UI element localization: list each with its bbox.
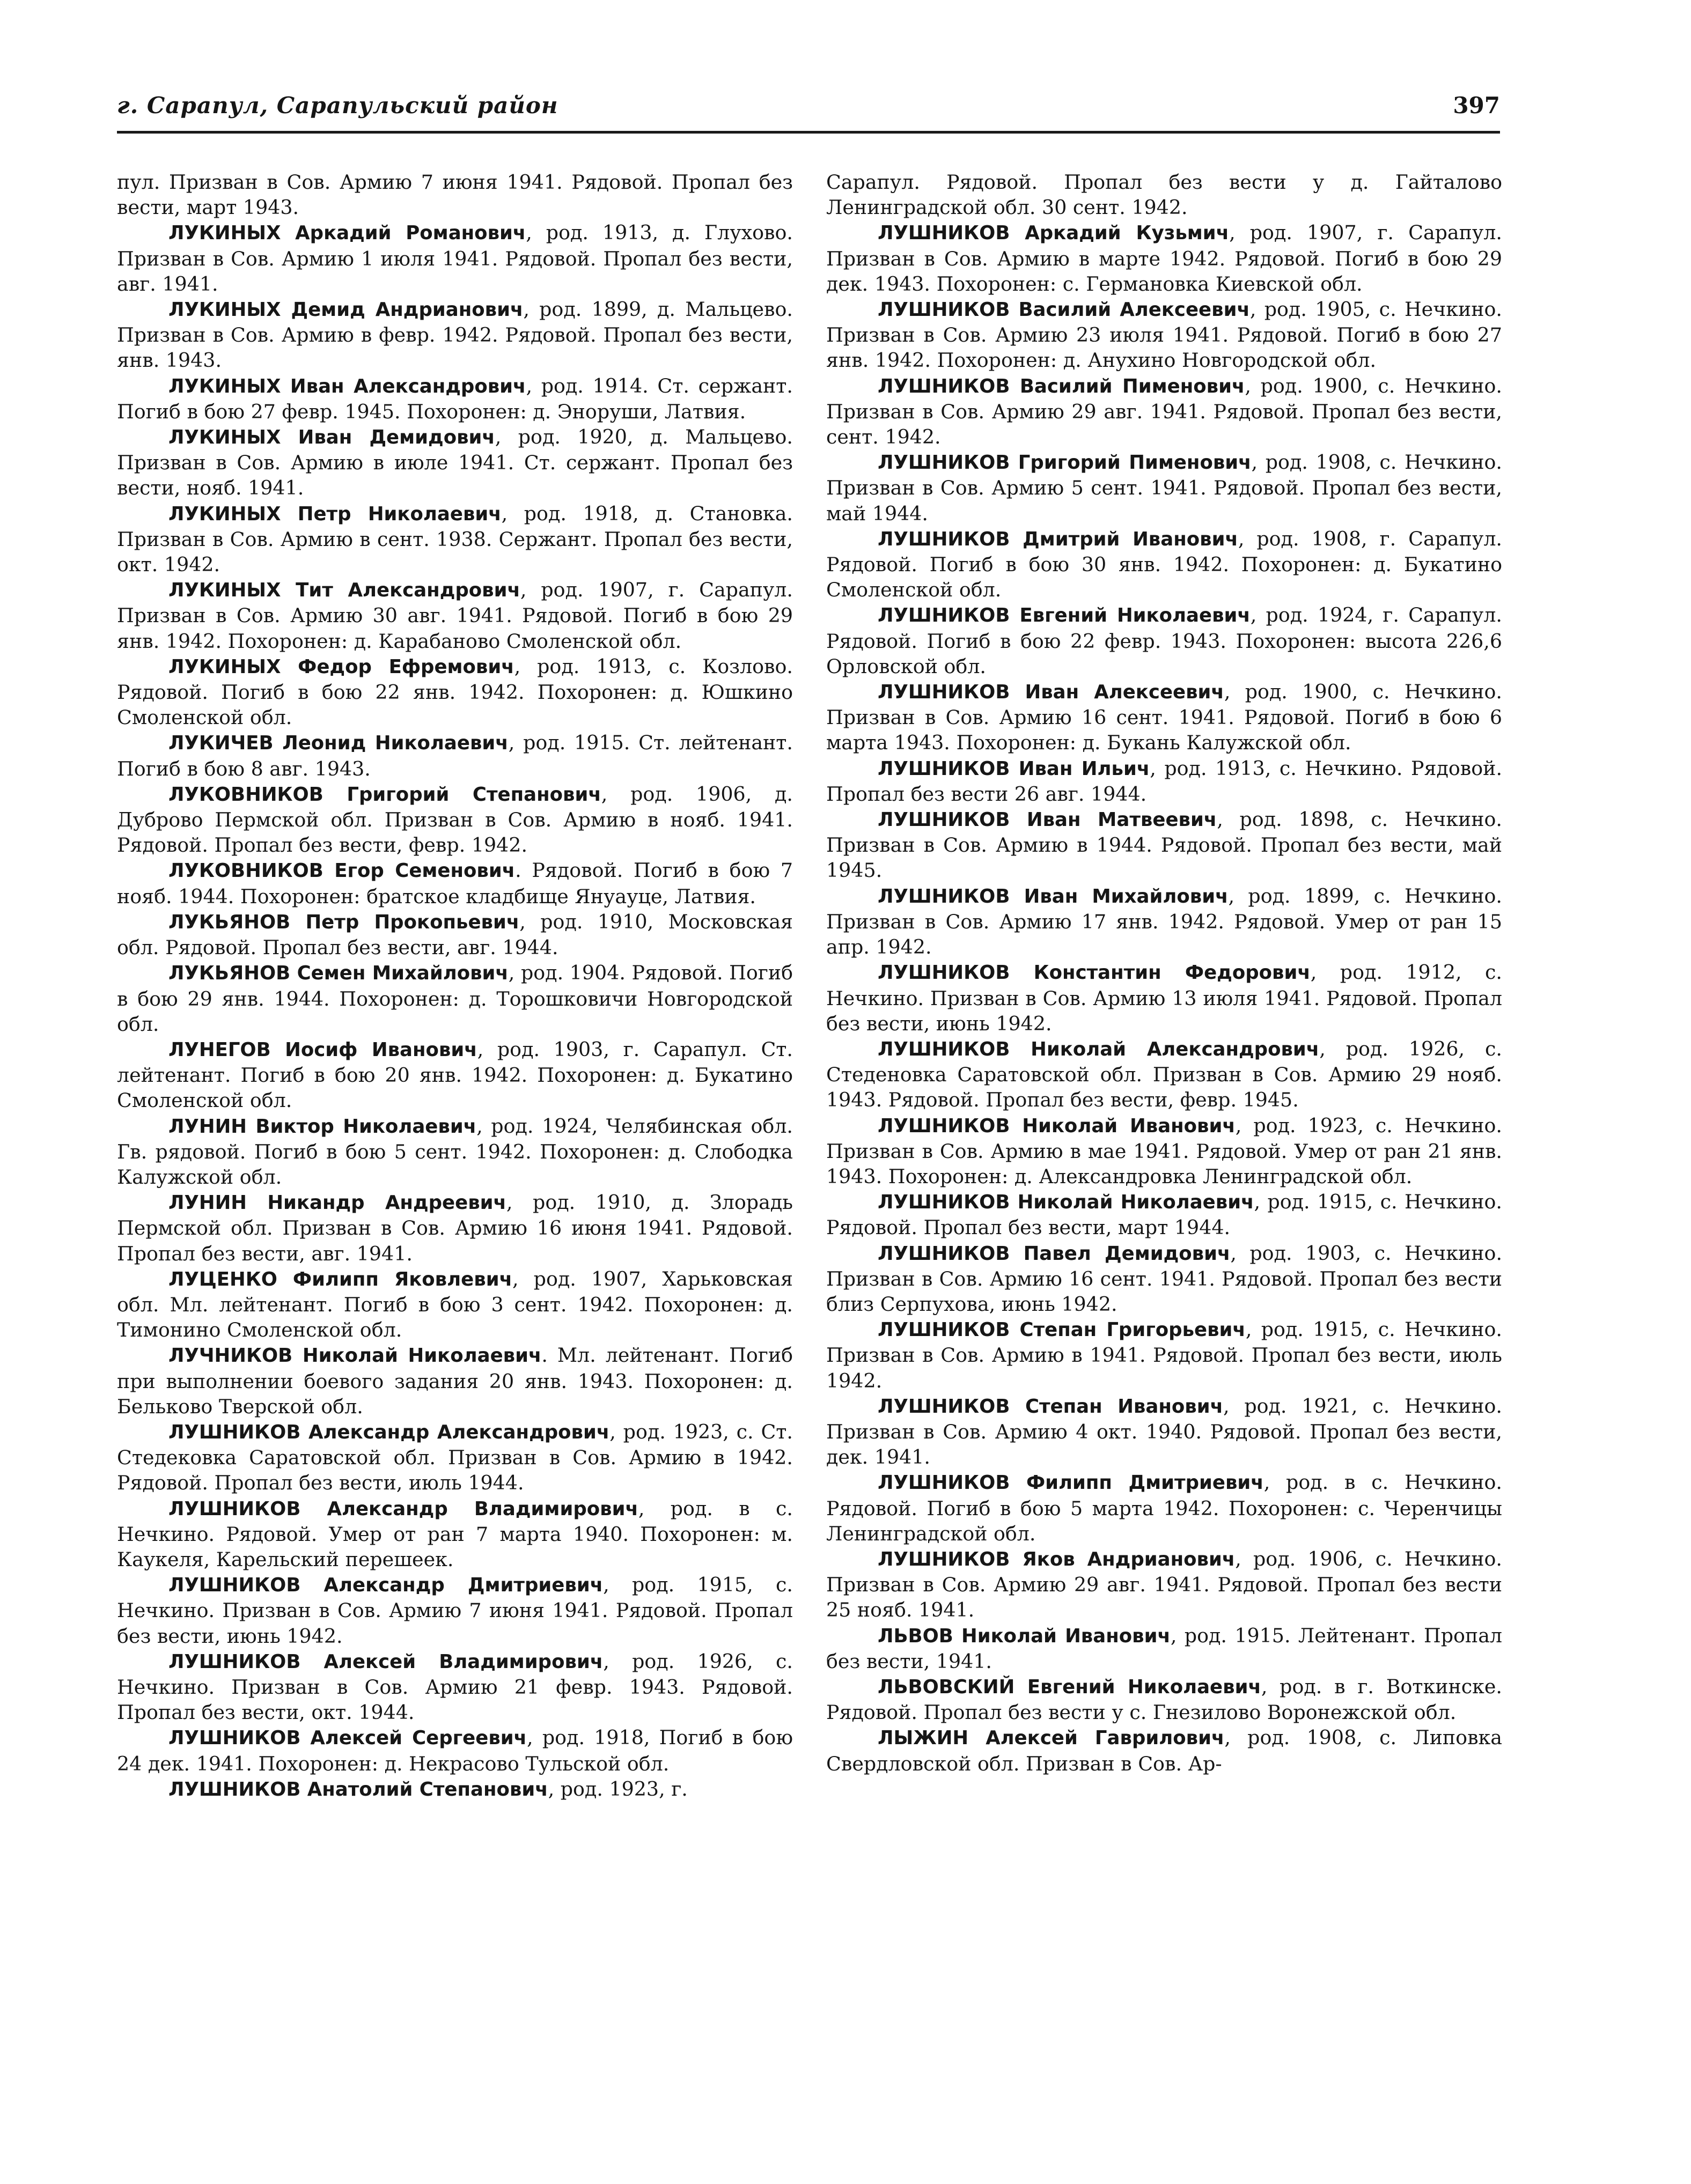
entry <box>826 756 1502 807</box>
entry-text: , род. 1915, с. Нечкино. Призван в Сов. Армию в 1941. Рядовой. Пропал без вести, июль 1942. <box>826 1318 1502 1392</box>
entry <box>826 807 1502 883</box>
entry-text: , род. 1921, с. Нечкино. Призван в Сов. Армию 4 окт. 1940. Рядовой. Пропал без вести, дек. 1941. <box>826 1394 1502 1469</box>
entry-name: ЛУШНИКОВ Александр Владимирович <box>168 1497 638 1520</box>
entry <box>826 602 1502 679</box>
entry-text: , род. 1910, Московская обл. Рядовой. Пропал без вести, авг. 1944. <box>117 910 793 960</box>
entry-text: . Мл. лейтенант. Погиб при выполнении боевого задания 20 янв. 1943. Похоронен: д. Бельково Тверской обл. <box>117 1344 793 1418</box>
entry-text: , род. 1924, г. Сарапул. Рядовой. Погиб в бою 22 февр. 1943. Похоронен: высота 226,6 Орловской обл. <box>826 603 1502 678</box>
entry-name: ЛУШНИКОВ Анатолий Степанович <box>168 1778 548 1801</box>
entry-name: ЛУШНИКОВ Василий Пименович <box>878 375 1245 397</box>
entry <box>117 220 793 297</box>
entry-text: , род. 1899, д. Мальцево. Призван в Сов. Армию в февр. 1942. Рядовой. Пропал без вести, янв. 1943. <box>117 298 793 372</box>
entry-text: , род. 1903, с. Нечкино. Призван в Сов. Армию 16 сент. 1941. Рядовой. Пропал без вести близ Серпухова, июнь 1942. <box>826 1241 1502 1316</box>
entry-text: , род. в с. Нечкино. Рядовой. Погиб в бою 5 марта 1942. Похоронен: с. Черенчицы Ленинградской обл. <box>826 1471 1502 1545</box>
entry-text: , род. 1926, с. Нечкино. Призван в Сов. Армию 21 февр. 1943. Рядовой. Пропал без вести, окт. 1944. <box>117 1649 793 1724</box>
entry <box>117 1342 793 1419</box>
entry <box>117 1266 793 1343</box>
entry <box>826 1113 1502 1190</box>
entry <box>826 169 1502 220</box>
entry <box>117 501 793 578</box>
entry-name: ЛУШНИКОВ Степан Григорьевич <box>878 1319 1246 1341</box>
entry <box>826 1674 1502 1725</box>
entry <box>117 1725 793 1776</box>
entry <box>117 1649 793 1725</box>
entry-name: ЛУШНИКОВ Алексей Сергеевич <box>168 1727 527 1750</box>
entry <box>117 373 793 424</box>
entry <box>826 960 1502 1036</box>
entry-text: , род. 1920, д. Мальцево. Призван в Сов. Армию в июле 1941. Ст. сержант. Пропал без вести, нояб. 1941. <box>117 425 793 500</box>
entry-name: ЛУКОВНИКОВ Егор Семенович <box>168 860 516 882</box>
entry <box>117 1496 793 1573</box>
entry <box>826 1546 1502 1623</box>
entry <box>826 526 1502 603</box>
entry-name: ЛУШНИКОВ Филипп Дмитриевич <box>878 1472 1264 1494</box>
entry-name: ЛУКИЧЕВ Леонид Николаевич <box>168 732 509 755</box>
entry <box>117 1572 793 1649</box>
entry-text: пул. Призван в Сов. Армию 7 июня 1941. Рядовой. Пропал без вести, март 1943. <box>117 171 793 219</box>
entry-name: ЛУШНИКОВ Иван Михайлович <box>878 885 1229 907</box>
entry-name: ЛУШНИКОВ Александр Александрович <box>168 1421 610 1443</box>
entry <box>826 373 1502 450</box>
entry <box>117 1419 793 1496</box>
entry-name: ЛУШНИКОВ Григорий Пименович <box>878 452 1252 474</box>
entry-name: ЛУНЕГОВ Иосиф Иванович <box>168 1038 477 1061</box>
entry <box>826 1317 1502 1393</box>
entry <box>117 781 793 858</box>
entry-name: ЛЬВОВ Николай Иванович <box>878 1625 1171 1647</box>
entry <box>117 858 793 909</box>
entry <box>117 297 793 373</box>
entry-name: ЛУШНИКОВ Александр Дмитриевич <box>168 1574 604 1597</box>
entry <box>117 1190 793 1266</box>
entry-text: , род. 1907, г. Сарапул. Призван в Сов. Армию в марте 1942. Рядовой. Погиб в бою 29 дек. 1943. Похоронен: с. Германовка Киевской обл. <box>826 221 1502 296</box>
entry-text: , род. 1907, г. Сарапул. Призван в Сов. Армию 30 авг. 1941. Рядовой. Погиб в бою 29 янв. 1942. Похоронен: д. Карабаново Смоленской обл. <box>117 578 793 653</box>
entry-name: ЛУШНИКОВ Дмитрий Иванович <box>878 528 1238 550</box>
entry-name: ЛЫЖИН Алексей Гаврилович <box>878 1727 1225 1750</box>
page-number: 397 <box>1453 92 1500 119</box>
entry-text: , род. 1918, Погиб в бою 24 дек. 1941. Похоронен: д. Некрасово Тульской обл. <box>117 1726 793 1775</box>
entry-text: , род. 1904. Рядовой. Погиб в бою 29 янв. 1944. Похоронен: д. Торошковичи Новгородской обл. <box>117 961 793 1036</box>
entry <box>826 449 1502 526</box>
entry-text: , род. 1910, д. Злорадь Пермской обл. Призван в Сов. Армию 16 июня 1941. Рядовой. Пропал без вести, авг. 1941. <box>117 1191 793 1265</box>
entry <box>826 1393 1502 1470</box>
entry-text: , род. 1908, с. Нечкино. Призван в Сов. Армию 5 сент. 1941. Рядовой. Пропал без вести, май 1944. <box>826 451 1502 525</box>
entry <box>117 960 793 1037</box>
entry-name: ЛУШНИКОВ Евгений Николаевич <box>878 604 1251 627</box>
entry <box>826 220 1502 297</box>
page-header <box>117 92 1500 134</box>
entry <box>826 1036 1502 1113</box>
entry <box>826 883 1502 960</box>
entry-text: , род. 1906, д. Дуброво Пермской обл. Призван в Сов. Армию в нояб. 1941. Рядовой. Пропал без вести, февр. 1942. <box>117 782 793 857</box>
entry-text: , род. 1915, с. Нечкино. Призван в Сов. Армию 7 июня 1941. Рядовой. Пропал без вести, июнь 1942. <box>117 1573 793 1648</box>
entry-text: , род. в с. Нечкино. Рядовой. Умер от ран 7 марта 1940. Похоронен: м. Каукеля, Карельский перешеек. <box>117 1496 793 1571</box>
entry-name: ЛУКИНЫХ Иван Александрович <box>168 375 526 397</box>
entry <box>826 1241 1502 1317</box>
entry-name: ЛУКИНЫХ Петр Николаевич <box>168 503 502 525</box>
entry <box>117 424 793 501</box>
entry-name: ЛУШНИКОВ Николай Николаевич <box>878 1191 1254 1214</box>
entry-text: , род. 1903, г. Сарапул. Ст. лейтенант. Погиб в бою 20 янв. 1942. Похоронен: д. Букатино Смоленской обл. <box>117 1037 793 1112</box>
entry-text: , род. 1908, с. Липовка Свердловской обл. Призван в Сов. Ар- <box>826 1726 1502 1775</box>
entry-text: , род. 1923, г. <box>548 1777 688 1801</box>
entry-name: ЛУШНИКОВ Аркадий Кузьмич <box>878 222 1230 245</box>
entry-text: Сарапул. Рядовой. Пропал без вести у д. Гайталово Ленинградской обл. 30 сент. 1942. <box>826 171 1502 219</box>
entry-text: , род. 1906, с. Нечкино. Призван в Сов. Армию 29 авг. 1941. Рядовой. Пропал без вести 25 нояб. 1941. <box>826 1547 1502 1622</box>
entry <box>117 1776 793 1802</box>
entry-text: , род. 1923, с. Нечкино. Призван в Сов. Армию в мае 1941. Рядовой. Умер от ран 21 янв. 1943. Похоронен: д. Александровка Ленинградской обл. <box>826 1113 1502 1188</box>
entry <box>826 297 1502 373</box>
entry-text: , род. 1899, с. Нечкино. Призван в Сов. Армию 17 янв. 1942. Рядовой. Умер от ран 15 апр. 1942. <box>826 884 1502 959</box>
entry-name: ЛУКОВНИКОВ Григорий Степанович <box>168 783 601 806</box>
left-column <box>117 169 793 2165</box>
entry-name: ЛУКЬЯНОВ Семен Михайлович <box>168 962 509 985</box>
entry-name: ЛУКИНЫХ Иван Демидович <box>168 426 495 449</box>
entry-text: , род. 1915, с. Нечкино. Рядовой. Пропал без вести, март 1944. <box>826 1190 1502 1239</box>
entry-name: ЛУШНИКОВ Константин Федорович <box>878 962 1311 984</box>
entry-text: , род. 1918, д. Становка. Призван в Сов. Армию в сент. 1938. Сержант. Пропал без вести, окт. 1942. <box>117 501 793 577</box>
entry-name: ЛУКИНЫХ Тит Александрович <box>168 579 520 602</box>
entry-text: , род. 1900, с. Нечкино. Призван в Сов. Армию 16 сент. 1941. Рядовой. Погиб в бою 6 марта 1943. Похоронен: д. Букань Калужской обл. <box>826 680 1502 755</box>
entry-name: ЛУКИНЫХ Демид Андрианович <box>168 299 524 321</box>
entry <box>826 1470 1502 1546</box>
entry <box>826 1725 1502 1776</box>
entry-name: ЛУШНИКОВ Иван Матвеевич <box>878 809 1217 831</box>
entry-name: ЛУКИНЫХ Федор Ефремович <box>168 655 514 678</box>
running-title: г. Сарапул, Сарапульский район <box>117 92 558 119</box>
entry <box>117 730 793 781</box>
entry-name: ЛУШНИКОВ Павел Демидович <box>878 1242 1231 1265</box>
entry-name: ЛУШНИКОВ Николай Иванович <box>878 1115 1236 1137</box>
entry <box>826 679 1502 756</box>
entry-text: , род. 1923, с. Ст. Стедековка Саратовской обл. Призван в Сов. Армию в 1942. Рядовой. Пропал без вести, июль 1944. <box>117 1420 793 1495</box>
entry-text: , род. 1914. Ст. сержант. Погиб в бою 27 февр. 1945. Похоронен: д. Эноруши, Латвия. <box>117 374 793 423</box>
entry-text: , род. 1913, с. Нечкино. Рядовой. Пропал без вести 26 авг. 1944. <box>826 756 1502 806</box>
entry <box>117 169 793 220</box>
entry-name: ЛУНИН Виктор Николаевич <box>168 1115 477 1138</box>
entry-text: , род. 1913, д. Глухово. Призван в Сов. Армию 1 июля 1941. Рядовой. Пропал без вести, авг. 1941. <box>117 221 793 296</box>
entry-name: ЛУШНИКОВ Алексей Владимирович <box>168 1650 604 1673</box>
entry-text: , род. 1924, Челябинская обл. Гв. рядовой. Погиб в бою 5 сент. 1942. Похоронен: д. Слободка Калужской обл. <box>117 1114 793 1189</box>
entry-name: ЛУШНИКОВ Иван Алексеевич <box>878 681 1224 704</box>
entry <box>117 909 793 960</box>
entry-text: , род. 1900, с. Нечкино. Призван в Сов. Армию 29 авг. 1941. Рядовой. Пропал без вести, сент. 1942. <box>826 374 1502 449</box>
entry-text: , род. 1913, с. Козлово. Рядовой. Погиб в бою 22 янв. 1942. Похоронен: д. Юшкино Смоленской обл. <box>117 654 793 729</box>
entry <box>826 1189 1502 1240</box>
entry-text: , род. 1898, с. Нечкино. Призван в Сов. Армию в 1944. Рядовой. Пропал без вести, май 1945. <box>826 808 1502 882</box>
entry-text: , род. 1915. Ст. лейтенант. Погиб в бою 8 авг. 1943. <box>117 731 793 780</box>
entry-name: ЛУШНИКОВ Степан Иванович <box>878 1395 1223 1418</box>
entry-text: , род. 1926, с. Стеденовка Саратовской обл. Призван в Сов. Армию 29 нояб. 1943. Рядовой. Пропал без вести, февр. 1945. <box>826 1037 1502 1112</box>
entry-name: ЛУНИН Никандр Андреевич <box>168 1192 506 1214</box>
entry-name: ЛУШНИКОВ Николай Александрович <box>878 1038 1320 1060</box>
entry-name: ЛЬВОВСКИЙ Евгений Николаевич <box>878 1676 1261 1698</box>
entry <box>117 1037 793 1113</box>
right-column <box>826 169 1502 2165</box>
entry-name: ЛУЦЕНКО Филипп Яковлевич <box>168 1268 512 1290</box>
entry-text: , род. в г. Воткинске. Рядовой. Пропал без вести у с. Гнезилово Воронежской обл. <box>826 1674 1502 1724</box>
entry-text: , род. 1912, с. Нечкино. Призван в Сов. Армию 13 июля 1941. Рядовой. Пропал без вести, июнь 1942. <box>826 961 1502 1035</box>
entry <box>117 1113 793 1190</box>
entry <box>117 577 793 654</box>
entry-name: ЛУШНИКОВ Василий Алексеевич <box>878 299 1250 321</box>
entry <box>826 1623 1502 1674</box>
entry-text: , род. 1908, г. Сарапул. Рядовой. Погиб в бою 30 янв. 1942. Похоронен: д. Букатино Смоленской обл. <box>826 527 1502 602</box>
entry-text: , род. 1905, с. Нечкино. Призван в Сов. Армию 23 июля 1941. Рядовой. Погиб в бою 27 янв. 1942. Похоронен: д. Анухино Новгородской обл. <box>826 298 1502 372</box>
entry-name: ЛУШНИКОВ Иван Ильич <box>878 757 1150 780</box>
entry-text: . Рядовой. Погиб в бою 7 нояб. 1944. Похоронен: братское кладбище Януауце, Латвия. <box>117 859 793 908</box>
entry <box>117 654 793 731</box>
entry-text: , род. 1915. Лейтенант. Пропал без вести, 1941. <box>826 1624 1502 1673</box>
entry-name: ЛУШНИКОВ Яков Андрианович <box>878 1548 1236 1570</box>
entry-text: , род. 1907, Харьковская обл. Мл. лейтенант. Погиб в бою 3 сент. 1942. Похоронен: д. Тимонино Смоленской обл. <box>117 1267 793 1342</box>
entry-name: ЛУЧНИКОВ Николай Николаевич <box>168 1345 542 1367</box>
entry-name: ЛУКИНЫХ Аркадий Романович <box>168 222 526 245</box>
entry-name: ЛУКЬЯНОВ Петр Прокопьевич <box>168 911 520 933</box>
